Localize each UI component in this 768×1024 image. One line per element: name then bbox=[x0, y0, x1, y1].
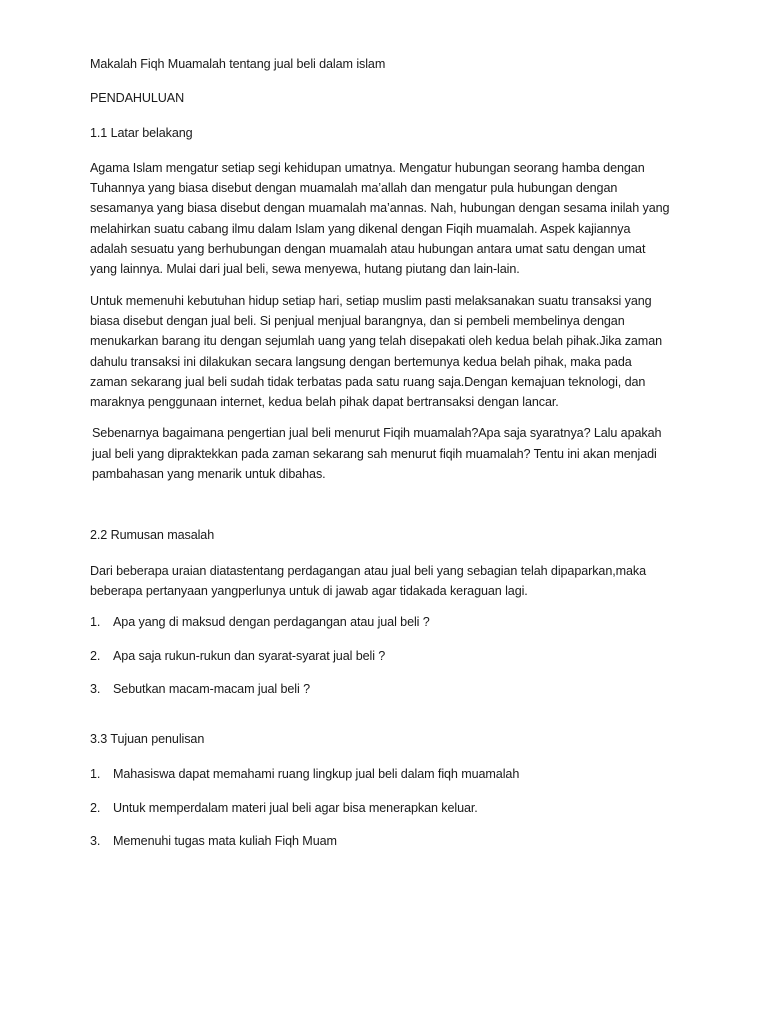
document-title: Makalah Fiqh Muamalah tentang jual beli dalam islam bbox=[90, 57, 386, 71]
list-item-number: 1. bbox=[90, 767, 101, 782]
list-item bbox=[90, 798, 690, 818]
list-item bbox=[90, 679, 690, 699]
list-item-number: 2. bbox=[90, 800, 101, 815]
list-item-number: 1. bbox=[90, 615, 101, 630]
list-item-text: Mahasiswa dapat memahami ruang lingkup jual beli dalam fiqh muamalah bbox=[113, 767, 520, 782]
problem-list bbox=[90, 612, 690, 699]
section-spacer bbox=[90, 712, 690, 729]
subsection-heading-rumusan-masalah: 2.2 Rumusan masalah bbox=[90, 528, 215, 543]
section-spacer bbox=[90, 484, 690, 525]
subsection-heading-latar-belakang: 1.1 Latar belakang bbox=[90, 125, 193, 140]
document-body bbox=[90, 54, 690, 864]
paragraph-3: Sebenarnya bagaimana pengertian jual beli menurut Fiqih muamalah?Apa saja syaratnya? Lalu apakah jual beli yang dipraktekkan pada zaman sekarang sah menurut fiqih muamalah? Tentu ini akan menjadi pambahasan yang menarik untuk dibahas. bbox=[92, 426, 662, 482]
list-item-text: Untuk memperdalam materi jual beli agar bisa menerapkan keluar. bbox=[113, 800, 478, 815]
list-item-number: 3. bbox=[90, 834, 101, 849]
list-item bbox=[90, 764, 690, 784]
list-item-number: 2. bbox=[90, 648, 101, 663]
section-heading-pendahuluan: PENDAHULUAN bbox=[90, 91, 185, 106]
list-item-text: Sebutkan macam-macam jual beli ? bbox=[113, 681, 310, 696]
paragraph-1: Agama Islam mengatur setiap segi kehidupan umatnya. Mengatur hubungan seorang hamba dengan Tuhannya yang biasa disebut dengan muamalah ma’allah dan mengatur pula hubungan dengan sesamanya yang biasa disebut dengan muamalah ma’annas. Nah, hubungan dengan sesama inilah yang melahirkan suatu cabang ilmu dalam Islam yang dikenal dengan Fiqih muamalah. Aspek kajiannya adalah sesuatu yang berhubungan dengan muamalah atau hubungan antara umat satu dengan umat yang lainnya. Mulai dari jual beli, sewa menyewa, hutang piutang dan lain-lain. bbox=[90, 160, 670, 277]
list-item bbox=[90, 612, 690, 632]
subsection-heading-tujuan-penulisan: 3.3 Tujuan penulisan bbox=[90, 732, 205, 747]
objectives-list bbox=[90, 764, 690, 851]
list-item bbox=[90, 831, 690, 851]
list-item-text: Memenuhi tugas mata kuliah Fiqh Muam bbox=[113, 834, 337, 849]
list-item-text: Apa saja rukun-rukun dan syarat-syarat jual beli ? bbox=[113, 648, 386, 663]
list-item-number: 3. bbox=[90, 681, 101, 696]
list-item bbox=[90, 646, 690, 666]
list-item-text: Apa yang di maksud dengan perdagangan atau jual beli ? bbox=[113, 615, 430, 630]
paragraph-2: Untuk memenuhi kebutuhan hidup setiap hari, setiap muslim pasti melaksanakan suatu transaksi yang biasa disebut dengan jual beli. Si penjual menjual barangnya, dan si pembeli membelinya dengan menukarkan barang itu dengan sejumlah uang yang telah disepakati oleh kedua belah pihak.Jika zaman dahulu transaksi ini dilakukan secara langsung dengan bertemunya kedua belah pihak, maka pada zaman sekarang jual beli sudah tidak terbatas pada satu ruang saja.Dengan kemajuan teknologi, dan maraknya penggunaan internet, kedua belah pihak dapat bertransaksi dengan lancar. bbox=[90, 293, 663, 410]
problem-intro-paragraph: Dari beberapa uraian diatastentang perdagangan atau jual beli yang sebagian telah dipaparkan,maka beberapa pertanyaan yangperlunya untuk di jawab agar tidakada keraguan lagi. bbox=[90, 563, 647, 598]
